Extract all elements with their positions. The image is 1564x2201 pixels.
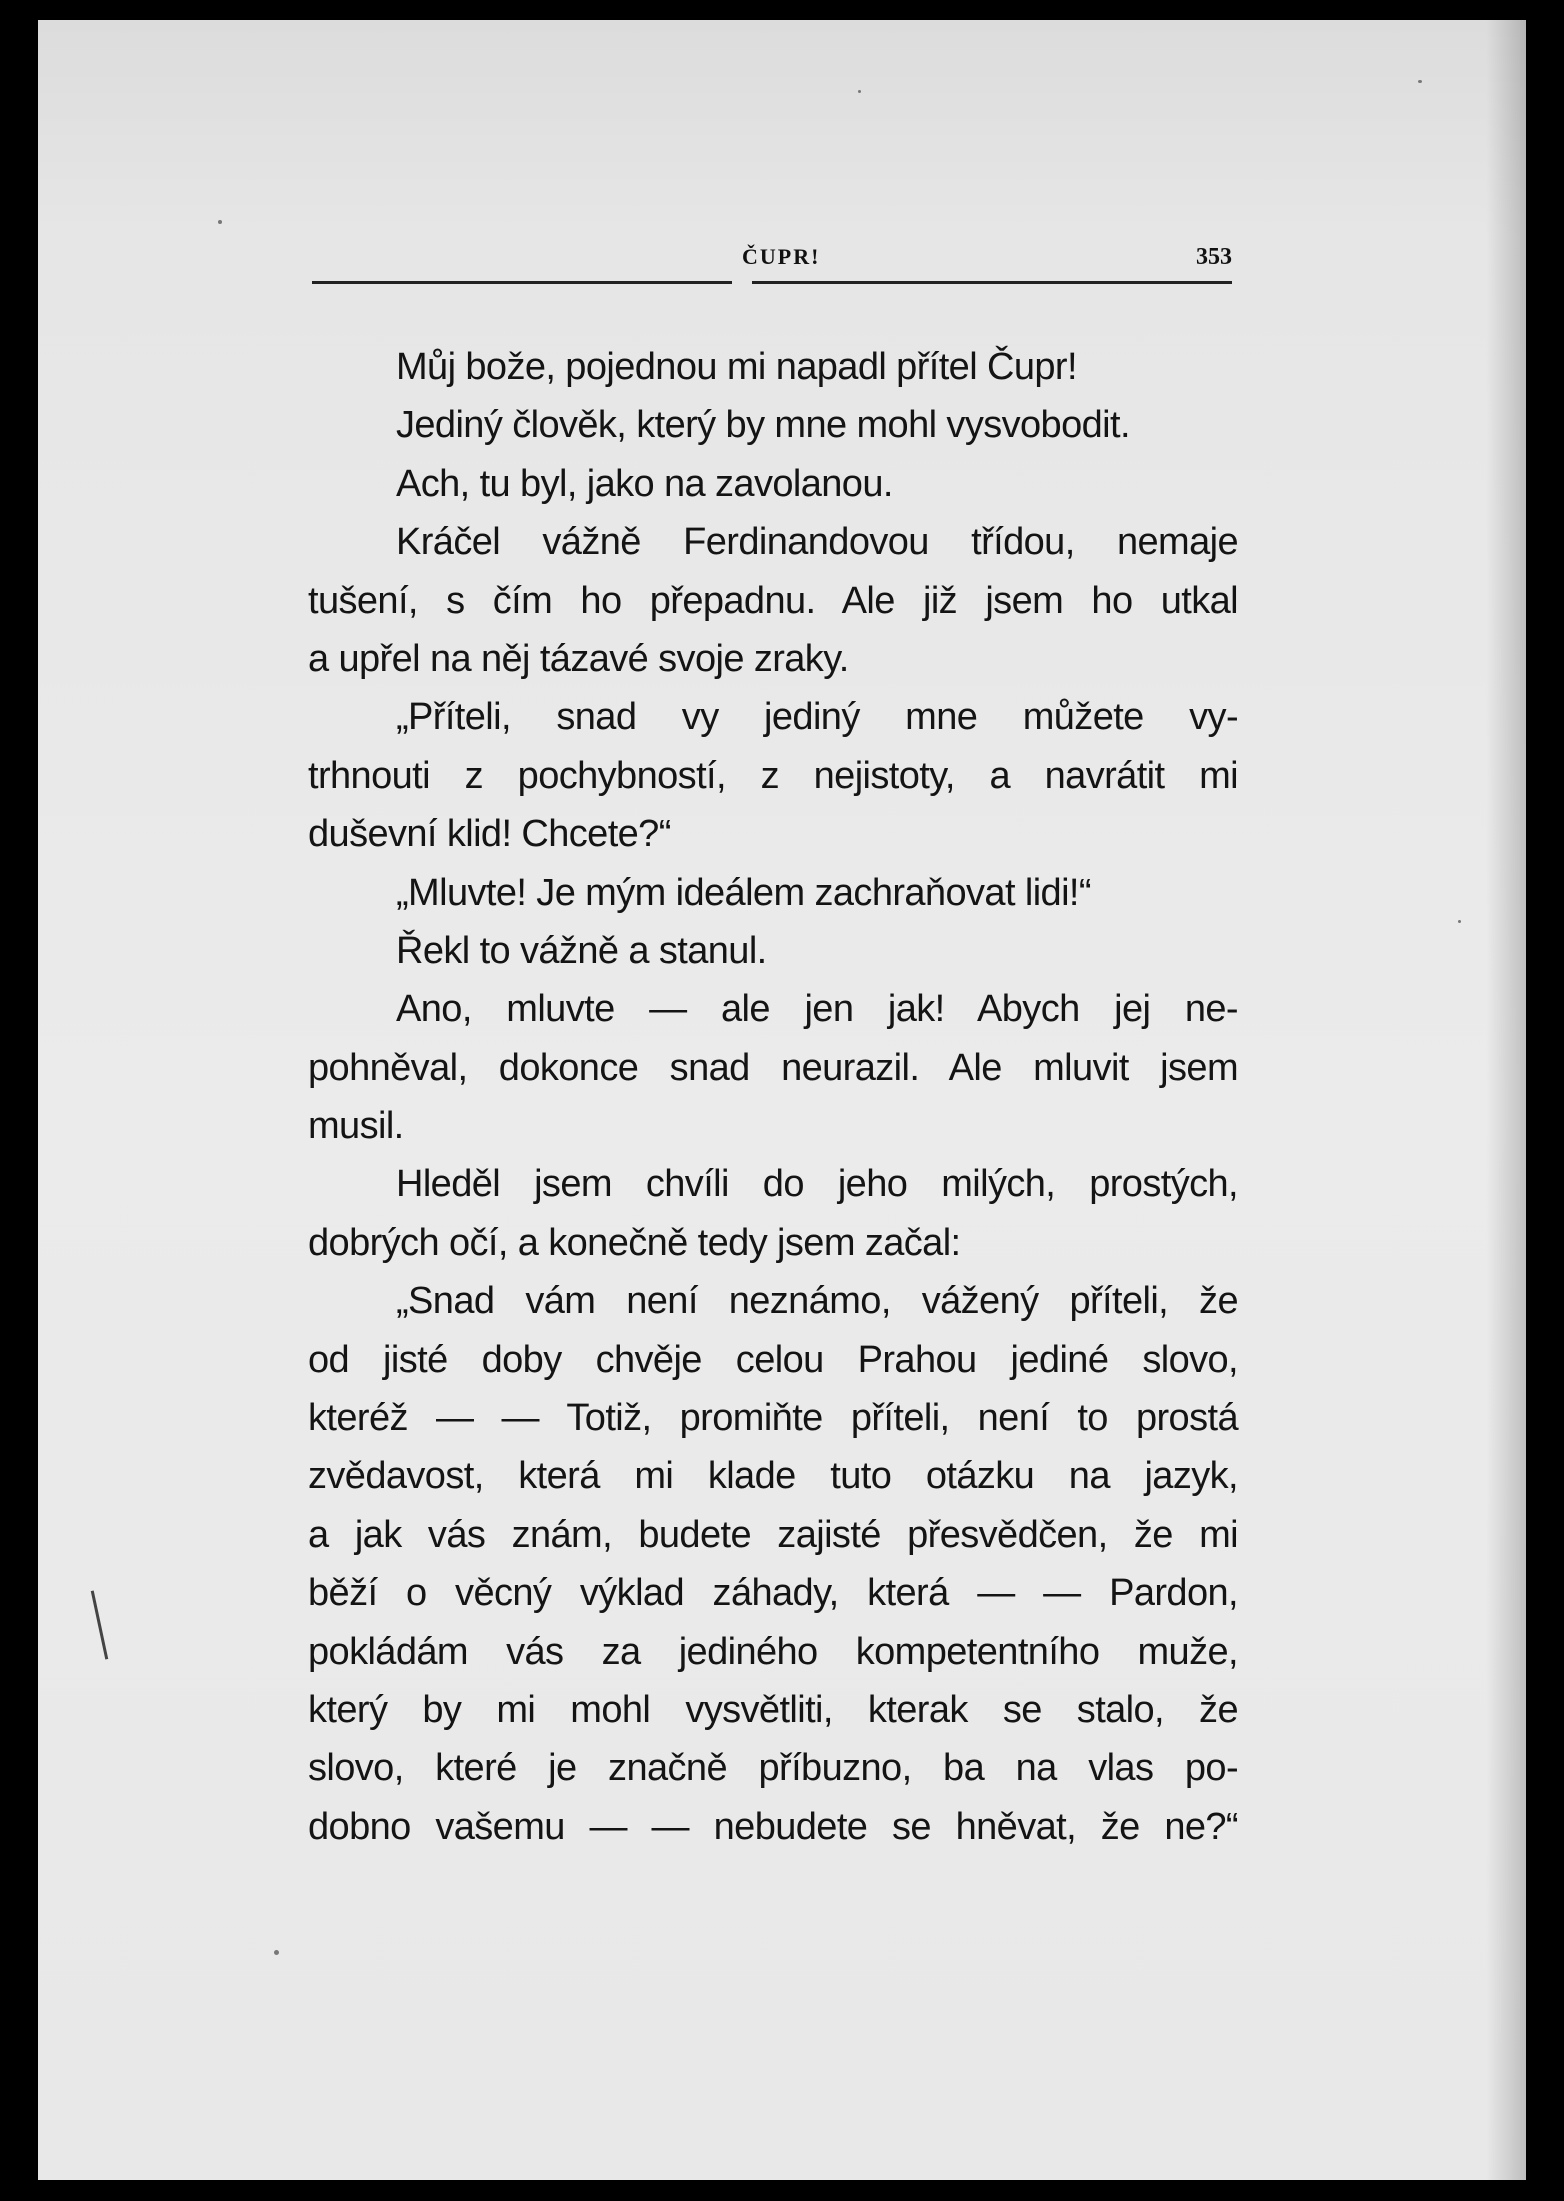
speck: [1458, 920, 1461, 923]
text-line: Řekl to vážně a stanul.: [396, 929, 767, 972]
header-rule-right: [752, 281, 1232, 284]
speck: [274, 1950, 279, 1955]
text-line: Jediný člověk, který by mne mohl vysvobodit.: [396, 404, 1130, 447]
running-title: ČUPR!: [742, 244, 821, 269]
text-line: kteréž — — Totiž, promiňte příteli, není to prostá: [308, 1397, 1238, 1440]
speck: [858, 90, 861, 93]
text-line: trhnouti z pochybností, z nejistoty, a navrátit mi: [308, 754, 1238, 797]
speck: [218, 220, 222, 224]
text-line: Kráčel vážně Ferdinandovou třídou, nemaje: [396, 521, 1238, 564]
text-line: od jisté doby chvěje celou Prahou jediné slovo,: [308, 1338, 1238, 1381]
text-line: dobrých očí, a konečně tedy jsem začal:: [308, 1221, 961, 1264]
text-line: Můj bože, pojednou mi napadl přítel Čupr!: [396, 346, 1077, 388]
text-line: duševní klid! Chcete?“: [308, 813, 671, 856]
page-edge-shadow: [1486, 20, 1526, 2180]
text-line: zvědavost, která mi klade tuto otázku na jazyk,: [308, 1455, 1238, 1498]
text-line: slovo, které je značně příbuzno, ba na vlas po-: [308, 1747, 1238, 1790]
header-rule-left: [312, 281, 732, 284]
text-line: „Snad vám není neznámo, vážený příteli, že: [396, 1280, 1238, 1323]
text-line: dobno vašemu — — nebudete se hněvat, že ne?“: [308, 1805, 1238, 1848]
text-line: „Příteli, snad vy jediný mne můžete vy-: [396, 696, 1238, 739]
text-line: Ano, mluvte — ale jen jak! Abych jej ne-: [396, 988, 1238, 1031]
text-line: běží o věcný výklad záhady, která — — Pardon,: [308, 1572, 1238, 1615]
text-line: který by mi mohl vysvětliti, kterak se stalo, že: [308, 1688, 1238, 1731]
text-line: pohněval, dokonce snad neurazil. Ale mluvit jsem: [308, 1046, 1238, 1089]
page-number: 353: [1196, 244, 1232, 270]
scan-mark: [91, 1590, 108, 1659]
text-line: „Mluvte! Je mým ideálem zachraňovat lidi!“: [396, 871, 1091, 914]
text-line: pokládám vás za jediného kompetentního muže,: [308, 1630, 1238, 1673]
text-line: Hleděl jsem chvíli do jeho milých, prostých,: [396, 1163, 1238, 1206]
text-line: musil.: [308, 1105, 404, 1148]
body-text: [308, 338, 1238, 1856]
text-line: a upřel na něj tázavé svoje zraky.: [308, 637, 849, 680]
page-header: [312, 244, 1232, 284]
book-page: [38, 20, 1526, 2180]
text-line: tušení, s čím ho přepadnu. Ale již jsem ho utkal: [308, 579, 1238, 622]
text-line: Ach, tu byl, jako na zavolanou.: [396, 462, 893, 505]
speck: [1418, 80, 1422, 83]
text-line: a jak vás znám, budete zajisté přesvědčen, že mi: [308, 1513, 1238, 1556]
